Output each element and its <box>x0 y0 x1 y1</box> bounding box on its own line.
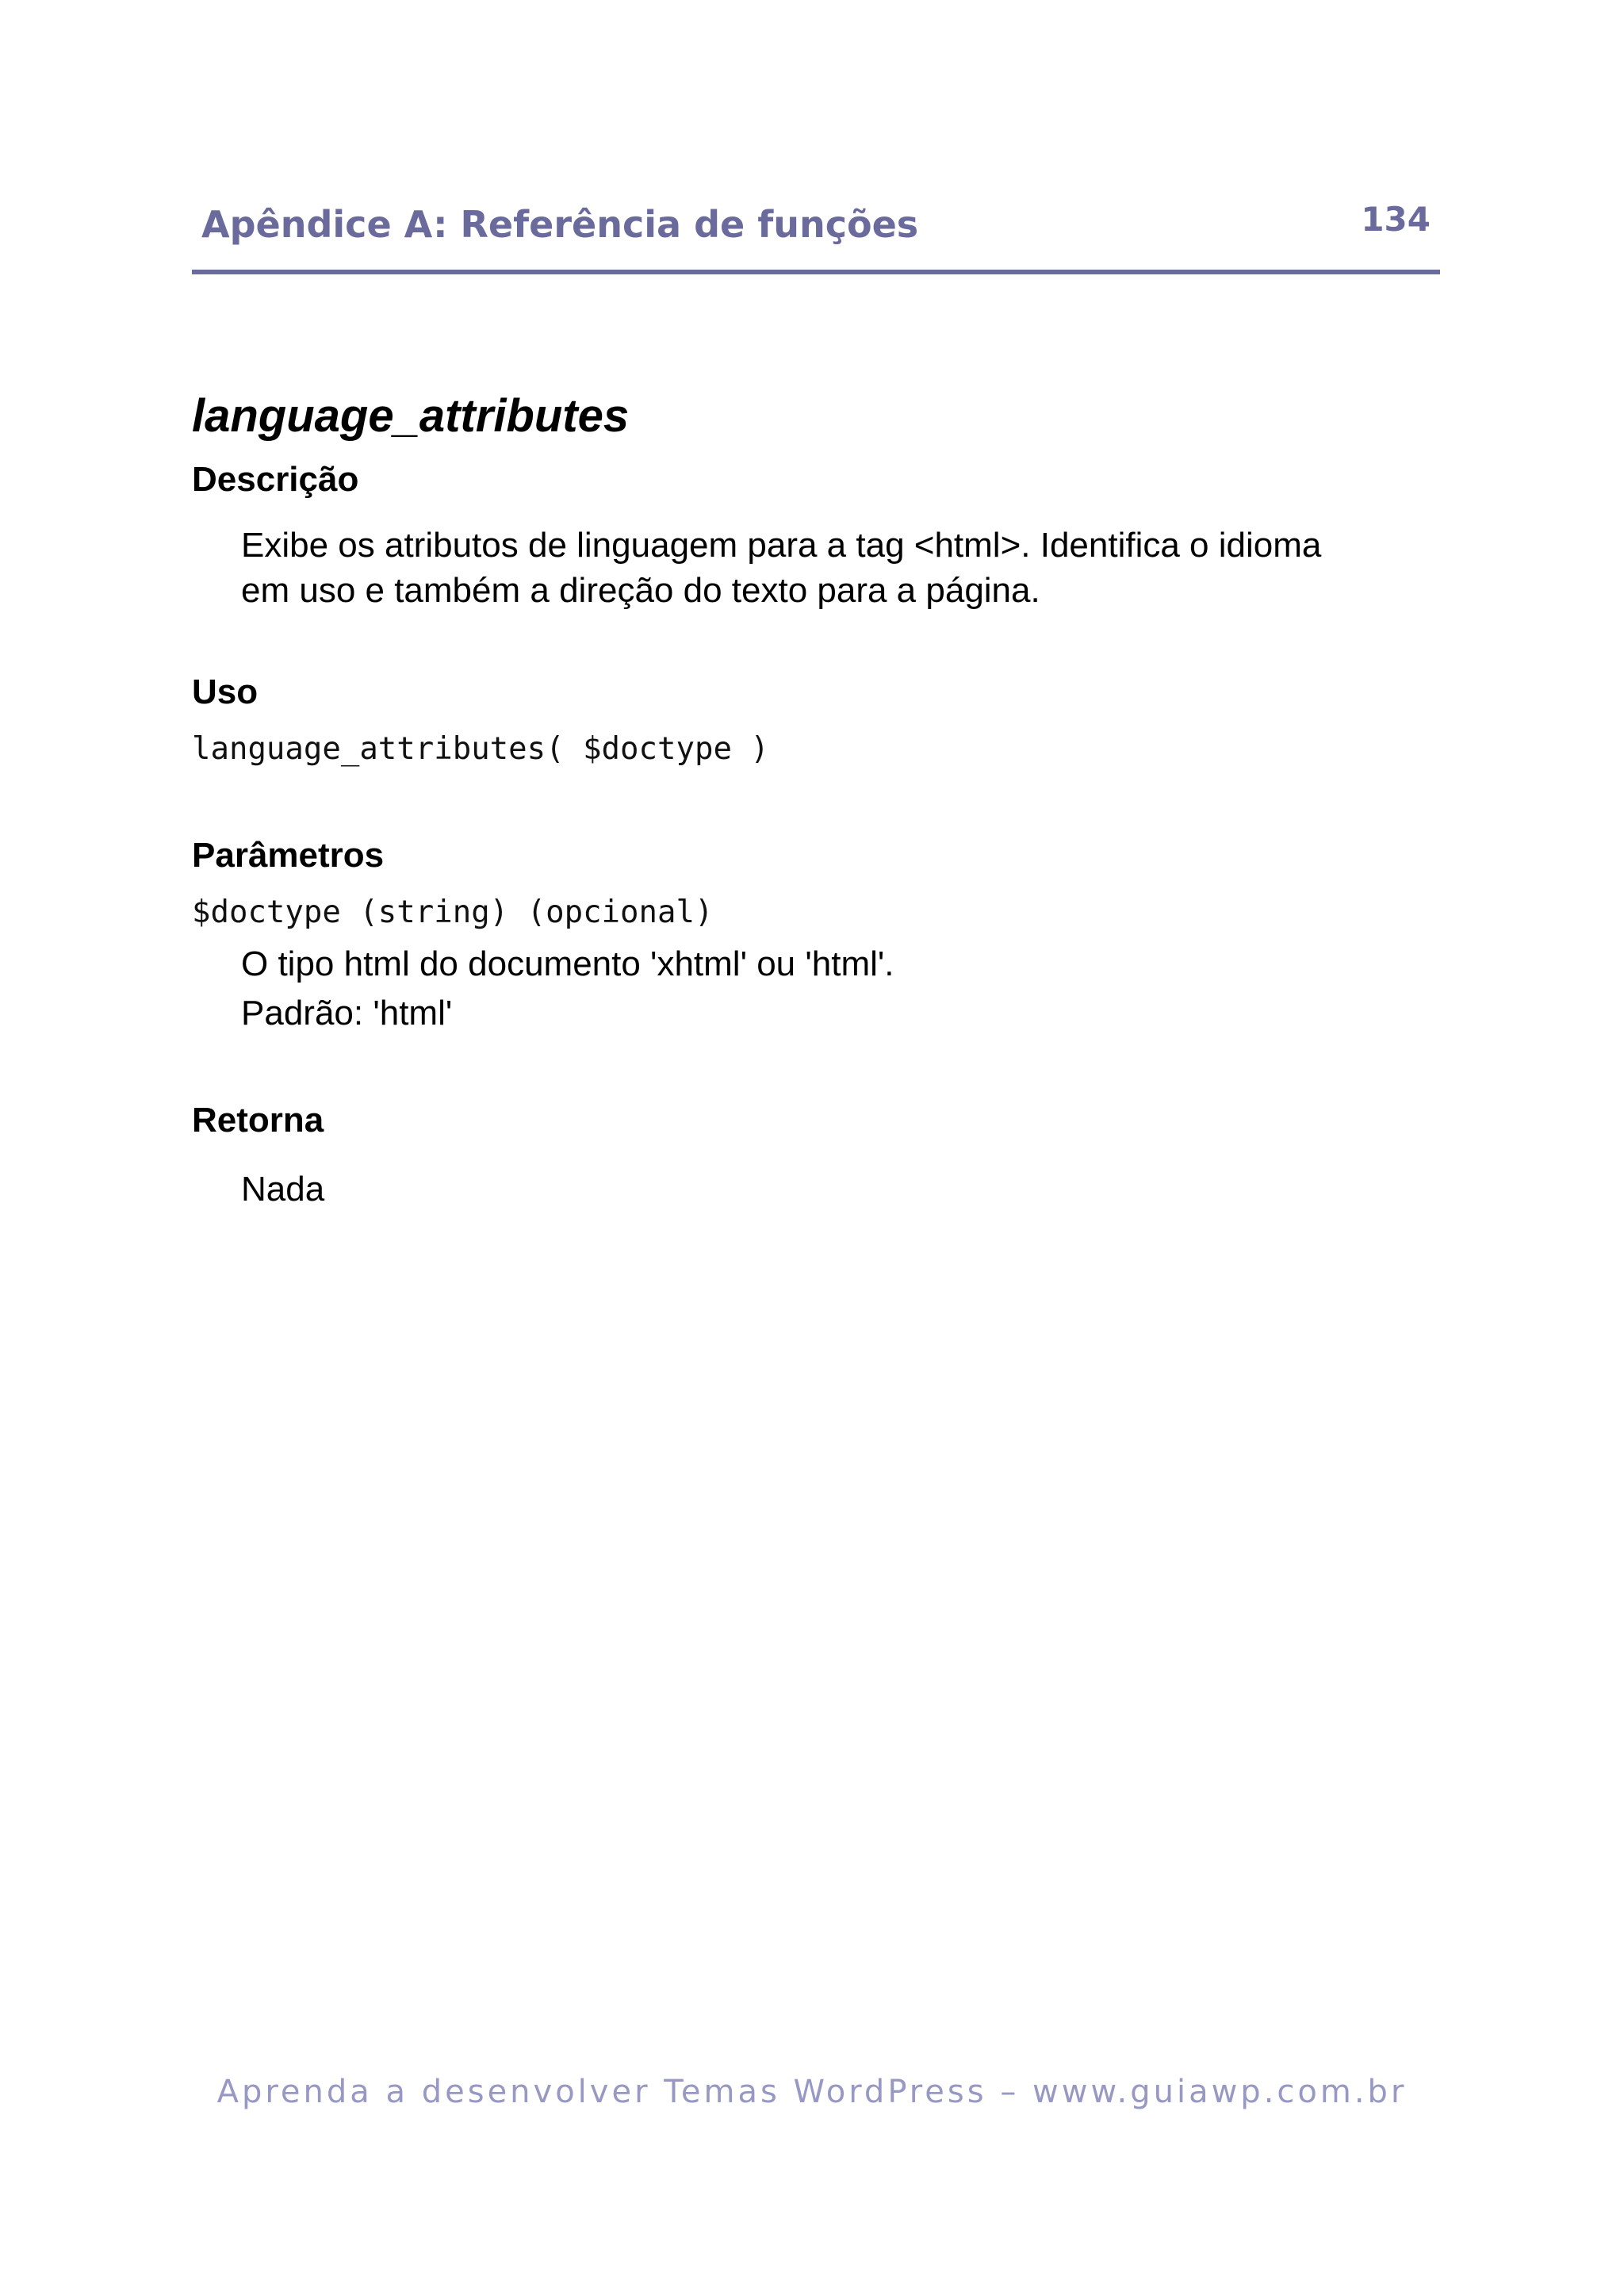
chapter-title: Apêndice A: Referência de funções <box>201 203 919 246</box>
header-divider <box>192 270 1440 274</box>
description-body <box>192 523 1440 613</box>
usage-heading: Uso <box>192 672 259 711</box>
parameter-default: Padrão: 'html' <box>241 994 453 1032</box>
description-line-2: em uso e também a direção do texto para a página. <box>241 571 1040 610</box>
returns-value: Nada <box>241 1170 325 1209</box>
parameter-signature: $doctype (string) (opcional) <box>192 895 714 930</box>
parameter-description: O tipo html do documento 'xhtml' ou 'html'. <box>241 944 894 983</box>
returns-heading: Retorna <box>192 1101 324 1140</box>
page-header <box>192 197 1440 276</box>
function-reference <box>192 385 1440 1212</box>
description-line-1: Exibe os atributos de linguagem para a tag <html>. Identifica o idioma <box>241 526 1322 565</box>
page-footer: Aprenda a desenvolver Temas WordPress – www.guiawp.com.br <box>216 2074 1408 2110</box>
function-name: language_attributes <box>192 390 630 442</box>
parameters-heading: Parâmetros <box>192 836 385 875</box>
page-number: 134 <box>1361 200 1431 239</box>
usage-code: language_attributes( $doctype ) <box>192 731 769 767</box>
description-heading: Descrição <box>192 460 359 499</box>
